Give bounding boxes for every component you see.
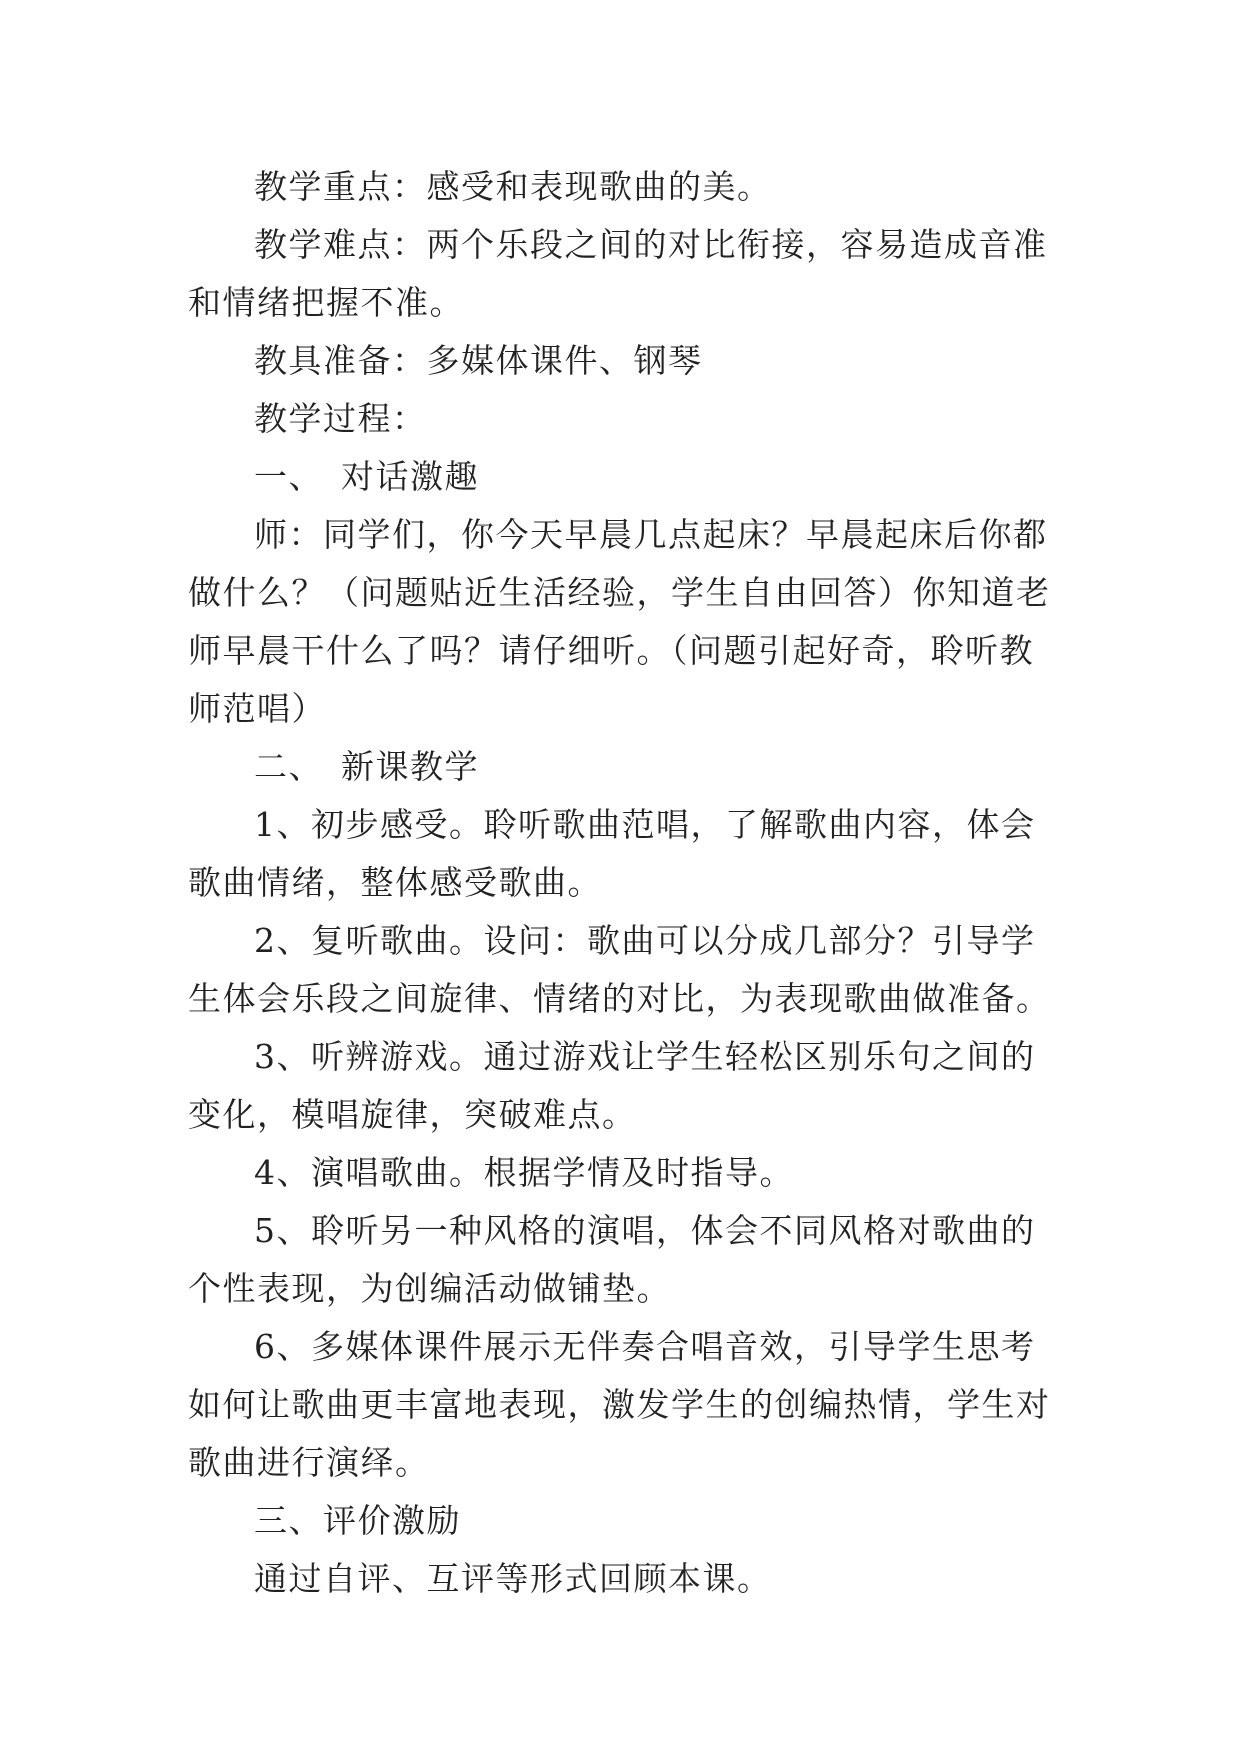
list-item-1: 1、初步感受。聆听歌曲范唱，了解歌曲内容，体会歌曲情绪，整体感受歌曲。 xyxy=(188,805,1036,902)
paragraph-teaching-difficulty: 教学难点：两个乐段之间的对比衔接，容易造成音准和情绪把握不准。 xyxy=(188,225,1048,322)
list-item-6: 6、多媒体课件展示无伴奏合唱音效，引导学生思考如何让歌曲更丰富地表现，激发学生的创编热情，学生对歌曲进行演绎。 xyxy=(188,1327,1051,1482)
paragraph-review: 通过自评、互评等形式回顾本课。 xyxy=(254,1559,772,1598)
paragraph-teaching-focus: 教学重点：感受和表现歌曲的美。 xyxy=(254,167,772,206)
section-heading-new-lesson: 二、 新课教学 xyxy=(254,747,479,786)
list-item-5: 5、聆听另一种风格的演唱，体会不同风格对歌曲的个性表现，为创编活动做铺垫。 xyxy=(188,1211,1036,1308)
section-heading-dialogue: 一、 对话激趣 xyxy=(254,457,479,496)
paragraph-teaching-process: 教学过程： xyxy=(254,399,427,438)
list-item-4: 4、演唱歌曲。根据学情及时指导。 xyxy=(254,1153,794,1192)
list-item-3: 3、听辨游戏。通过游戏让学生轻松区别乐句之间的变化，模唱旋律，突破难点。 xyxy=(188,1037,1036,1134)
paragraph-teacher-dialogue: 师：同学们，你今天早晨几点起床？早晨起床后你都做什么？（问题贴近生活经验，学生自由回答）你知道老师早晨干什么了吗？请仔细听。（问题引起好奇，聆听教师范唱） xyxy=(188,515,1051,728)
document-body xyxy=(188,158,1068,1608)
section-heading-evaluation: 三、评价激励 xyxy=(254,1501,461,1540)
list-item-2: 2、复听歌曲。设问：歌曲可以分成几部分？引导学生体会乐段之间旋律、情绪的对比，为表现歌曲做准备。 xyxy=(188,921,1051,1018)
paragraph-teaching-aids: 教具准备：多媒体课件、钢琴 xyxy=(254,341,703,380)
